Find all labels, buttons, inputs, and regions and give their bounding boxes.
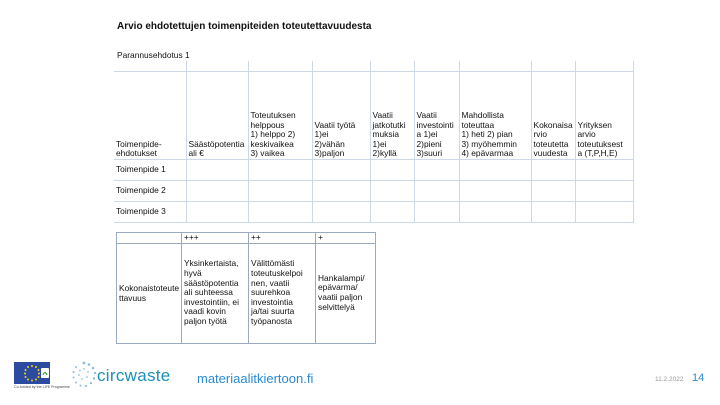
grid-cell [312, 61, 370, 72]
scale-description-medium: Välittömästi toteutuskelpoi nen, vaatii suurehkoa investointia ja/tai suurta työpanosta [249, 244, 316, 344]
row-label: Toimenpide 3 [114, 202, 186, 223]
scale-mark-medium: ++ [249, 233, 316, 244]
table-cell [312, 202, 370, 223]
assessment-table [114, 61, 634, 223]
table-cell [248, 202, 312, 223]
table-row [114, 202, 633, 223]
header-vaatii-tyota: Vaatii työtä 1)ei 2)vähän 3)paljon [312, 72, 370, 160]
subtitle: Parannusehdotus 1 [117, 50, 190, 60]
scale-header-row [117, 233, 376, 244]
circwaste-wordmark: circwaste [97, 366, 171, 385]
grid-cell [248, 61, 312, 72]
table-header-row [114, 72, 633, 160]
scale-description-low: Hankalampi/ epävarma/ vaatii paljon selvittelyä [316, 244, 376, 344]
table-cell [531, 160, 575, 181]
scale-mark-high: +++ [182, 233, 249, 244]
eu-life-logo [14, 362, 70, 390]
table-cell [186, 202, 248, 223]
grid-cell [370, 61, 414, 72]
table-cell [312, 160, 370, 181]
page-number: 14 [692, 372, 705, 384]
table-row [114, 181, 633, 202]
table-row [117, 244, 376, 344]
table-cell [459, 160, 531, 181]
table-cell [312, 181, 370, 202]
table-cell [531, 202, 575, 223]
table-row [114, 160, 633, 181]
website-link[interactable]: materiaalitkiertoon.fi [197, 371, 314, 386]
header-toteutuksen-helppous: Toteutuksen helppous 1) helppo 2) keskivaikea 3) vaikea [248, 72, 312, 160]
table-cell [248, 181, 312, 202]
table-cell [186, 160, 248, 181]
row-label: Kokonaistoteute ttavuus [117, 244, 182, 344]
table-cell [575, 202, 633, 223]
header-mahdollista-toteuttaa: Mahdollista toteuttaa 1) heti 2) pian 3) myöhemmin 4) epävarmaa [459, 72, 531, 160]
table-cell [531, 181, 575, 202]
row-label: Toimenpide 2 [114, 181, 186, 202]
eu-caption: Co-funded by the LIFE Programme [14, 385, 70, 389]
row-label: Toimenpide 1 [114, 160, 186, 181]
grid-cell [575, 61, 633, 72]
table-cell [414, 160, 459, 181]
table-cell [370, 160, 414, 181]
table-cell [575, 181, 633, 202]
feasibility-scale-table [116, 232, 376, 344]
grid-cell [414, 61, 459, 72]
table-cell [414, 202, 459, 223]
circwaste-swirl-icon [70, 360, 98, 390]
table-cell [370, 181, 414, 202]
table-cell [248, 160, 312, 181]
header-toimenpide: Toimenpide- ehdotukset [114, 72, 186, 160]
table-cell [117, 233, 182, 244]
table-cell [186, 181, 248, 202]
header-investointia: Vaatii investointi a 1)ei 2)pieni 3)suuri [414, 72, 459, 160]
table-cell [575, 160, 633, 181]
scale-mark-low: + [316, 233, 376, 244]
table-cell [459, 202, 531, 223]
eu-flag-icon [14, 362, 50, 384]
grid-cell [186, 61, 248, 72]
slide-date: 11.2.2022 [655, 376, 684, 383]
header-kokonaisarvio: Kokonaisa rvio toteutetta vuudesta [531, 72, 575, 160]
table-cell [370, 202, 414, 223]
header-yrityksen-arvio: Yrityksen arvio toteutuksest a (T,P,H,E) [575, 72, 633, 160]
slide-title: Arvio ehdotettujen toimenpiteiden toteutettavuudesta [117, 21, 372, 32]
circwaste-logo [70, 360, 180, 390]
header-jatkotutkimuksia: Vaatii jatkotutki muksia 1)ei 2)kyllä [370, 72, 414, 160]
grid-cell [114, 61, 186, 72]
table-cell [459, 181, 531, 202]
scale-description-high: Yksinkertaista, hyvä säästöpotentia ali suhteessa investointiin, ei vaadi kovin paljon työtä [182, 244, 249, 344]
grid-cell [459, 61, 531, 72]
header-saastopotentiaali: Säästöpotentia ali € [186, 72, 248, 160]
grid-cell [531, 61, 575, 72]
table-cell [414, 181, 459, 202]
